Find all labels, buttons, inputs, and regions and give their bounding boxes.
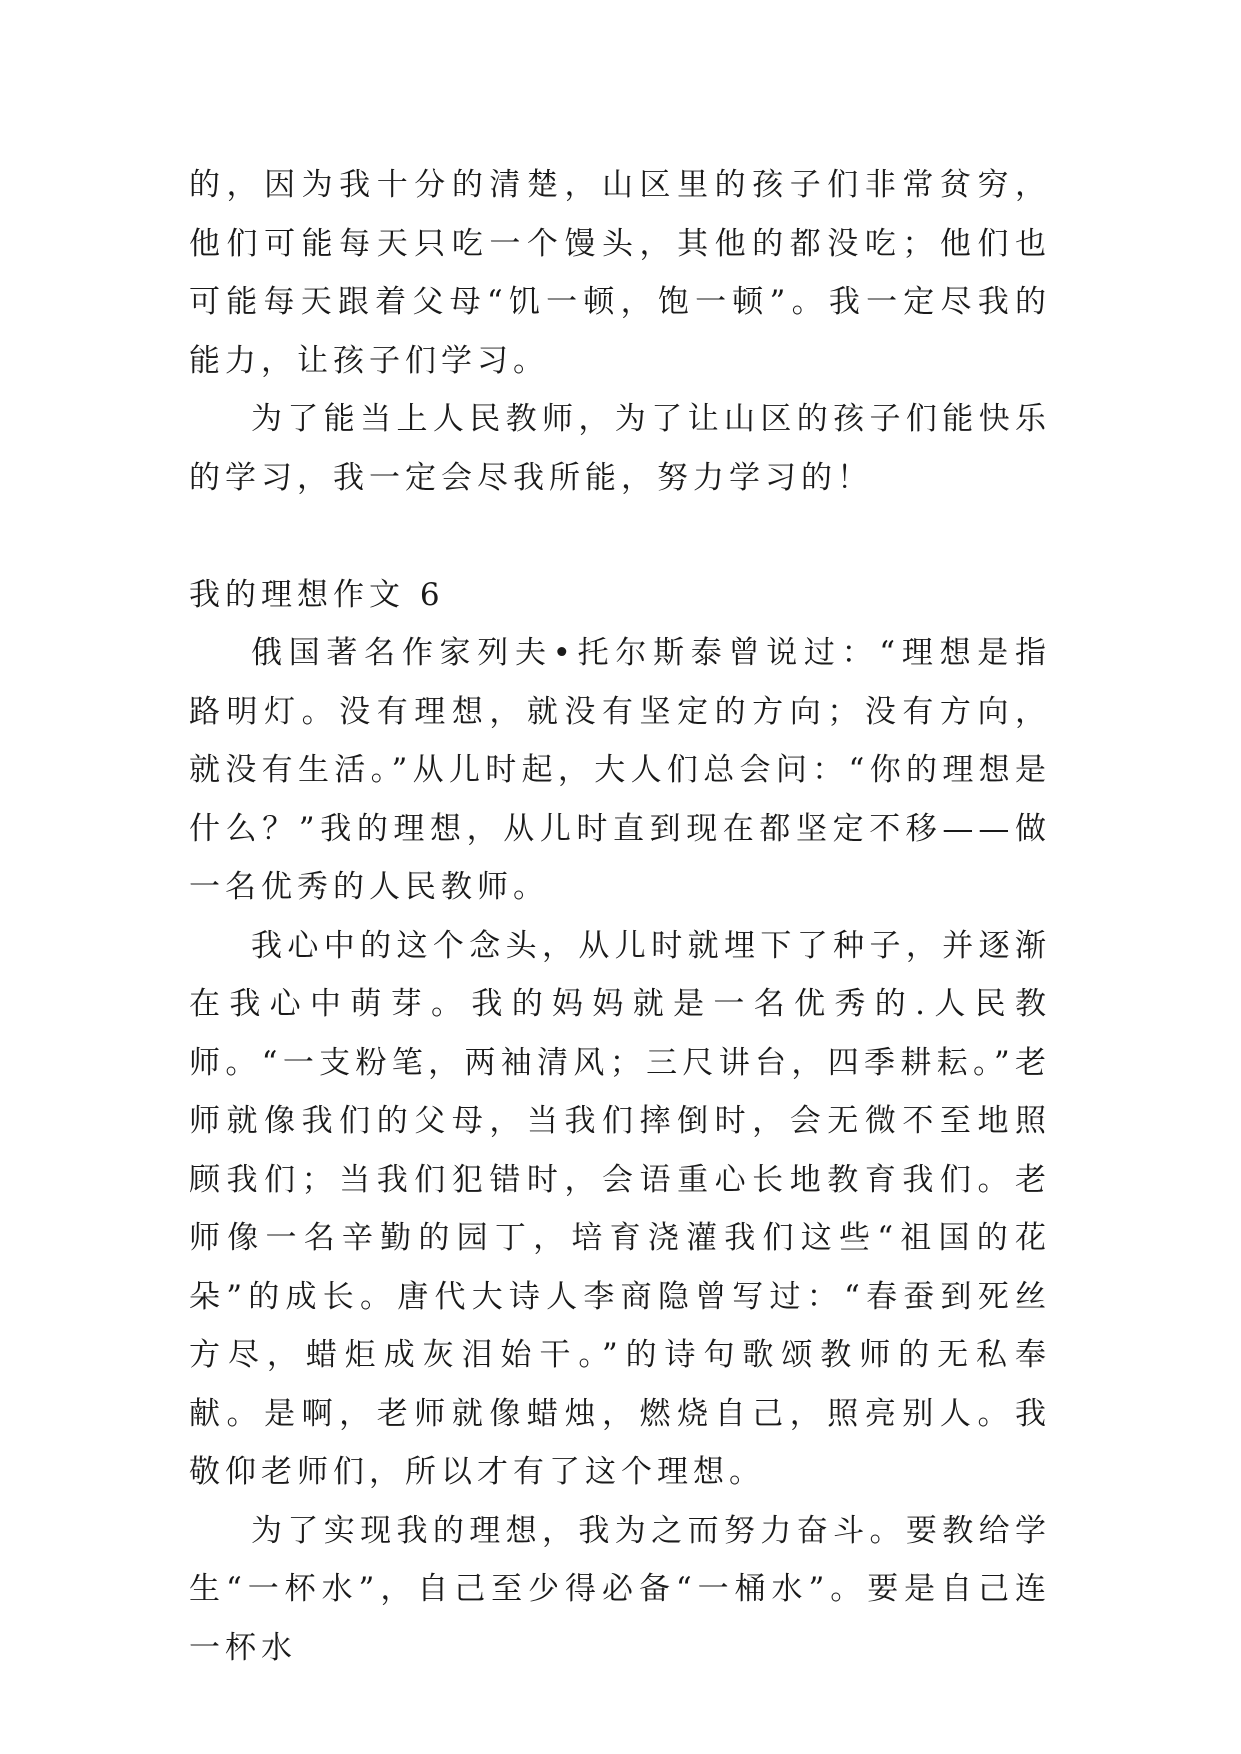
document-body [189, 156, 1051, 1677]
continuation-paragraph: 的，因为我十分的清楚，山区里的孩子们非常贫穷，他们可能每天只吃一个馒头，其他的都没吃；他们也可能每天跟着父母“饥一顿，饱一顿”。我一定尽我的能力，让孩子们学习。 [189, 167, 1051, 379]
paragraph-conclusion: 为了能当上人民教师，为了让山区的孩子们能快乐的学习，我一定会尽我所能，努力学习的！ [189, 401, 1051, 496]
section-paragraph-2: 我心中的这个念头，从儿时就埋下了种子，并逐渐在我心中萌芽。我的妈妈就是一名优秀的.人民教师。“一支粉笔，两袖清风；三尺讲台，四季耕耘。”老师就像我们的父母，当我们摔倒时，会无微不至地照顾我们；当我们犯错时，会语重心长地教育我们。老师像一名辛勤的园丁，培育浇灌我们这些“祖国的花朵”的成长。唐代大诗人李商隐曾写过：“春蚕到死丝方尽，蜡炬成灰泪始干。”的诗句歌颂教师的无私奉献。是啊，老师就像蜡烛，燃烧自己，照亮别人。我敬仰老师们，所以才有了这个理想。 [189, 927, 1051, 1490]
section-spacer [189, 507, 1051, 566]
section-title: 我的理想作文 6 [189, 576, 445, 613]
section-paragraph-1: 俄国著名作家列夫•托尔斯泰曾说过：“理想是指路明灯。没有理想，就没有坚定的方向；没有方向，就没有生活。”从儿时起，大人们总会问：“你的理想是什么？”我的理想，从儿时直到现在都坚定不移——做一名优秀的人民教师。 [189, 635, 1051, 905]
section-paragraph-3: 为了实现我的理想，我为之而努力奋斗。要教给学生“一杯水”，自己至少得必备“一桶水”。要是自己连一杯水 [189, 1512, 1051, 1666]
